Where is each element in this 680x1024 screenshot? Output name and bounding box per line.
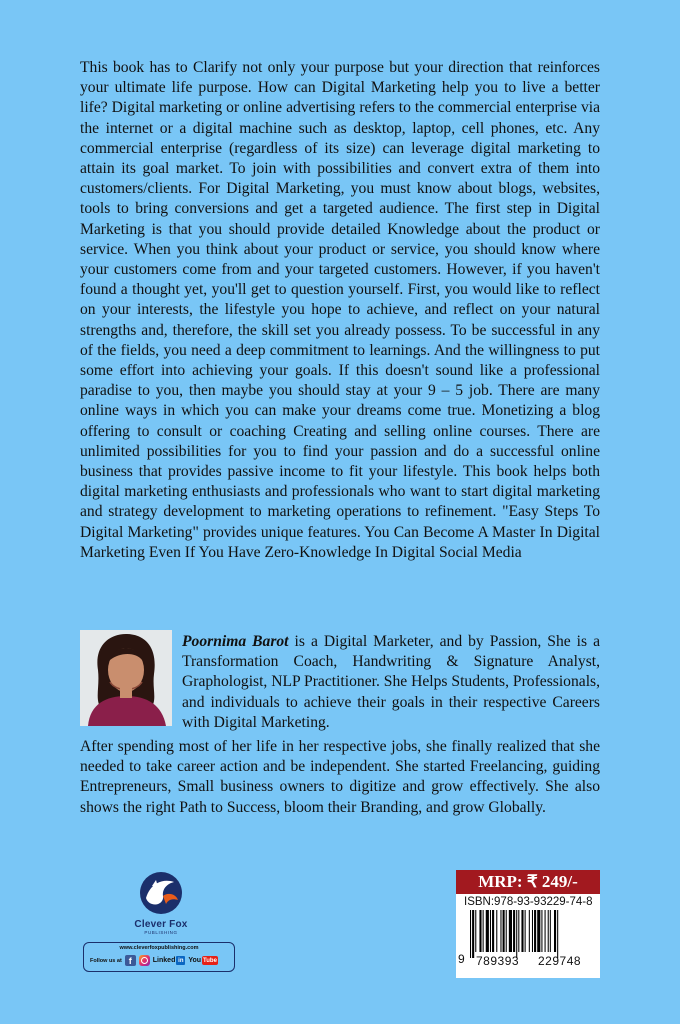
social-row xyxy=(90,955,218,966)
linkedin-text: Linked xyxy=(152,957,176,964)
fox-logo-icon xyxy=(136,870,186,916)
facebook-icon[interactable]: f xyxy=(125,955,136,966)
isbn-text: ISBN:978-93-93229-74-8 xyxy=(464,896,593,908)
publisher-logo xyxy=(128,870,194,935)
back-cover-blurb: This book has to Clarify not only your purpose but your direction that reinforces your ultimate life purpose. How can Digital Marketing help you to live a better life? Digital marketing or online advertising refers to the commercial enterprise via the internet or a digital machine such as desktop, laptop, cell phones, etc. Any commercial enterprise (regardless of its size) can leverage digital marketing to attain its goal market. To join with possibilities and convert extra of them into customers/clients. For Digital Marketing, you must know about blogs, websites, tools to bring conversions and get a targeted audience. The first step in Digital Marketing is that you should provide detailed Knowledge about the product or service. When you think about your product or service, you should know where your customers come from and your targeted customers. However, if you haven't found a thought yet, you'll get to question yourself. First, you would like to reflect on your interests, the lifestyle you hope to achieve, and reflect on your natural strengths and, therefore, the skill set you already possess. To be successful in any of the fields, you need a deep commitment to learnings. And the willingness to put some effort into achieving your goals. If this doesn't sound like a professional paradise to you, then maybe you should stay at your 9 – 5 job. There are many online ways in which you can make your dreams come true. Monetizing a blog offering to consult or coaching Creating and selling online courses. There are unlimited possibilities for you to find your passion and do a successful online business that provides passive income to fit your lifestyle. This book helps both digital marketing enthusiasts and professionals who want to start digital marketing and strategy development to marketing operations to refinement. "Easy Steps To Digital Marketing" provides unique features. You Can Become A Master In Digital Marketing Even If You Have Zero-Knowledge In Digital Social Media xyxy=(80,59,600,561)
linkedin-badge: in xyxy=(178,957,184,964)
publisher-name: Clever Fox xyxy=(134,919,188,930)
linkedin-icon[interactable] xyxy=(153,955,186,966)
barcode-digits-right: 229748 xyxy=(538,954,582,968)
youtube-badge: Tube xyxy=(203,957,217,964)
author-photo xyxy=(80,630,172,726)
isbn-barcode xyxy=(456,894,600,978)
author-bio xyxy=(182,632,600,733)
youtube-text: You xyxy=(188,957,202,964)
social-follow-box xyxy=(83,942,235,972)
author-bio-continued: After spending most of her life in her respective jobs, she finally realized that she needed to take career action and be independent. She started Freelancing, guiding Entrepreneurs, Small business owners to digitize and grow effectively. She also shows the right Path to Success, bloom their Branding, and grow Globally. xyxy=(80,738,600,816)
barcode-digit-first: 9 xyxy=(458,952,465,966)
barcode-icon xyxy=(470,910,590,958)
barcode-digits-left: 789393 xyxy=(476,954,520,968)
follow-label: Follow us at xyxy=(90,957,122,964)
author-bio-text: is a Digital Marketer, and by Passion, She is a Transformation Coach, Handwriting & Signature Analyst, Graphologist, NLP Practitioner. She Helps Students, Professionals, and individuals to achieve their goals in their respective Careers with Digital Marketing. xyxy=(182,633,600,731)
youtube-icon[interactable] xyxy=(188,955,218,966)
publisher-url[interactable]: www.cleverfoxpublishing.com xyxy=(119,945,199,951)
publisher-sub: PUBLISHING xyxy=(144,930,178,935)
instagram-icon[interactable] xyxy=(139,955,150,966)
price-label: MRP: ₹ 249/- xyxy=(456,870,600,894)
author-name: Poornima Barot xyxy=(182,633,289,650)
